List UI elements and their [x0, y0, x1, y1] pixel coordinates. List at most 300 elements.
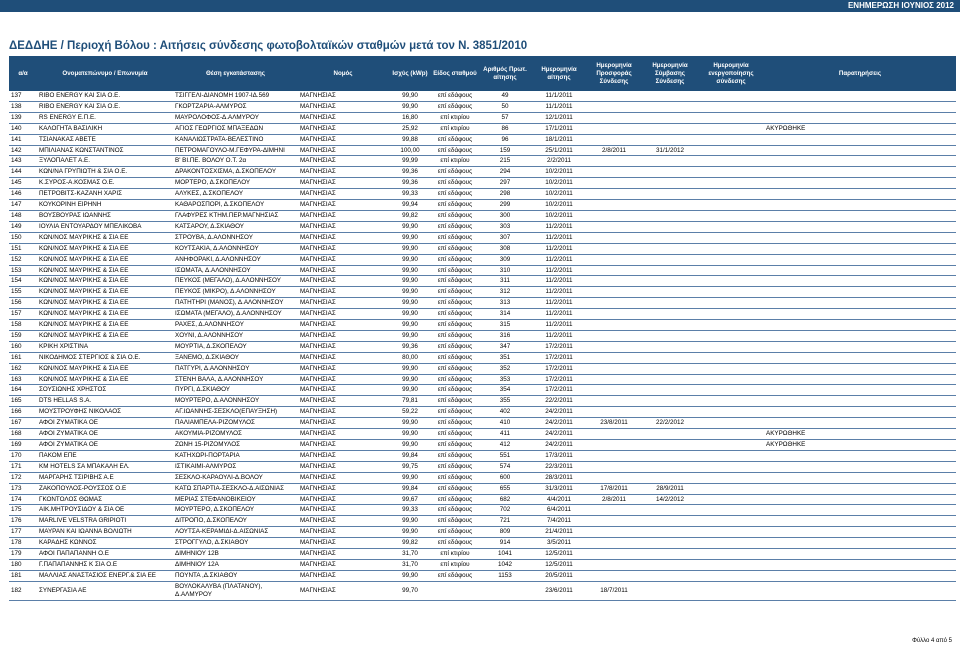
cell-protocol-number: 316	[478, 330, 532, 341]
cell-row-number: 162	[9, 363, 37, 374]
cell-activation-date	[698, 570, 764, 581]
cell-application-date: 12/1/2011	[532, 112, 586, 123]
cell-offer-date	[586, 461, 642, 472]
cell-remarks	[764, 320, 956, 331]
cell-prefecture: ΜΑΓΝΗΣΙΑΣ	[298, 450, 388, 461]
cell-prefecture: ΜΑΓΝΗΣΙΑΣ	[298, 178, 388, 189]
cell-applicant-name: ΜΑΡΓΑΡΗΣ ΤΣΙΡΙΒΗΣ Α.Ε	[37, 472, 173, 483]
cell-application-date: 10/2/2011	[532, 200, 586, 211]
table-row	[9, 189, 956, 200]
cell-power-kwp: 99,90	[388, 385, 432, 396]
cell-prefecture: ΜΑΓΝΗΣΙΑΣ	[298, 210, 388, 221]
cell-station-type: επί εδάφους	[432, 91, 478, 101]
cell-installation-location: ΙΣΩΜΑΤΑ (ΜΕΓΑΛΟ), Δ.ΑΛΟΝΝΗΣΟΥ	[173, 309, 298, 320]
cell-remarks	[764, 287, 956, 298]
cell-station-type: επί εδάφους	[432, 396, 478, 407]
cell-remarks	[764, 352, 956, 363]
cell-protocol-number: 1041	[478, 549, 532, 560]
cell-power-kwp: 99,90	[388, 221, 432, 232]
cell-station-type: επί εδάφους	[432, 320, 478, 331]
cell-station-type: επί εδάφους	[432, 429, 478, 440]
cell-contract-date: 31/1/2012	[642, 145, 698, 156]
table-row	[9, 101, 956, 112]
cell-offer-date	[586, 101, 642, 112]
cell-row-number: 172	[9, 472, 37, 483]
cell-protocol-number: 50	[478, 101, 532, 112]
cell-protocol-number: 551	[478, 450, 532, 461]
cell-offer-date	[586, 396, 642, 407]
cell-prefecture: ΜΑΓΝΗΣΙΑΣ	[298, 167, 388, 178]
cell-offer-date: 17/8/2011	[586, 483, 642, 494]
cell-installation-location: ΔΡΑΚΟΝΤΟΣΧΙΣΜΑ, Δ.ΣΚΟΠΕΛΟΥ	[173, 167, 298, 178]
cell-application-date: 17/2/2011	[532, 352, 586, 363]
cell-station-type: επί εδάφους	[432, 101, 478, 112]
cell-station-type: επί εδάφους	[432, 167, 478, 178]
cell-offer-date	[586, 167, 642, 178]
cell-row-number: 161	[9, 352, 37, 363]
cell-installation-location: ΠΕΤΡΟΜΑΓΟΥΛΟ-Μ.ΓΕΦΥΡΑ-ΔΙΜΗΝΙ	[173, 145, 298, 156]
cell-application-date: 11/2/2011	[532, 309, 586, 320]
table-row	[9, 472, 956, 483]
cell-activation-date	[698, 232, 764, 243]
cell-applicant-name: ΠΑΚΟΜ ΕΠΕ	[37, 450, 173, 461]
cell-applicant-name: ΑΦΟΙ ΖΥΜΑΤΙΚΑ ΟΕ	[37, 440, 173, 451]
table-row	[9, 385, 956, 396]
cell-applicant-name: ΓΚΟΝΤΟΛΟΣ ΘΩΜΑΣ	[37, 494, 173, 505]
cell-protocol-number: 298	[478, 189, 532, 200]
cell-installation-location: ΑΓΙΟΣ ΓΕΩΡΓΙΟΣ ΜΠΑΞΕΔΩΝ	[173, 123, 298, 134]
cell-remarks	[764, 363, 956, 374]
cell-activation-date	[698, 527, 764, 538]
cell-protocol-number: 300	[478, 210, 532, 221]
cell-offer-date	[586, 210, 642, 221]
cell-power-kwp: 99,90	[388, 374, 432, 385]
cell-offer-date	[586, 156, 642, 167]
cell-application-date: 2/2/2011	[532, 156, 586, 167]
cell-power-kwp: 99,90	[388, 570, 432, 581]
cell-offer-date	[586, 232, 642, 243]
table-row	[9, 309, 956, 320]
cell-activation-date	[698, 200, 764, 211]
table-row	[9, 167, 956, 178]
cell-activation-date	[698, 341, 764, 352]
cell-power-kwp: 16,80	[388, 112, 432, 123]
cell-applicant-name: ΖΑΚΟΠΟΥΛΟΣ-ΡΟΥΣΣΟΣ Ο.Ε	[37, 483, 173, 494]
cell-protocol-number: 309	[478, 254, 532, 265]
cell-applicant-name: Γ.ΠΑΠΑΠΑΝΝΗΣ Κ ΣΙΑ Ο.Ε	[37, 559, 173, 570]
cell-offer-date	[586, 538, 642, 549]
cell-remarks	[764, 112, 956, 123]
cell-protocol-number: 682	[478, 494, 532, 505]
cell-applicant-name: ΚΑΡΑΔΗΣ ΚΩΝΝΟΣ	[37, 538, 173, 549]
header-protocol-number: Αριθμός Πρωτ. αίτησης	[478, 56, 532, 91]
table-row	[9, 538, 956, 549]
cell-applicant-name: ΑΦΟΙ ΖΥΜΑΤΙΚΑ ΟΕ	[37, 429, 173, 440]
cell-offer-date	[586, 429, 642, 440]
cell-prefecture: ΜΑΓΝΗΣΙΑΣ	[298, 505, 388, 516]
cell-protocol-number: 159	[478, 145, 532, 156]
cell-power-kwp: 99,90	[388, 363, 432, 374]
cell-station-type: επί εδάφους	[432, 232, 478, 243]
cell-row-number: 168	[9, 429, 37, 440]
cell-activation-date	[698, 320, 764, 331]
cell-station-type: επί εδάφους	[432, 189, 478, 200]
cell-application-date: 17/2/2011	[532, 341, 586, 352]
cell-installation-location: ΔΙΤΡΟΠΟ, Δ.ΣΚΟΠΕΛΟΥ	[173, 516, 298, 527]
cell-activation-date	[698, 494, 764, 505]
cell-activation-date	[698, 407, 764, 418]
header-remarks: Παρατηρήσεις	[764, 56, 956, 91]
cell-remarks	[764, 483, 956, 494]
cell-row-number: 176	[9, 516, 37, 527]
cell-row-number: 146	[9, 189, 37, 200]
cell-installation-location: ΚΟΥΤΣΑΚΙΑ, Δ.ΑΛΟΝΝΗΣΟΥ	[173, 243, 298, 254]
cell-application-date: 24/2/2011	[532, 407, 586, 418]
cell-power-kwp: 99,70	[388, 581, 432, 600]
cell-power-kwp: 99,90	[388, 527, 432, 538]
cell-station-type: επί κτιρίου	[432, 156, 478, 167]
cell-station-type: επί εδάφους	[432, 352, 478, 363]
cell-power-kwp: 79,81	[388, 396, 432, 407]
cell-application-date: 12/5/2011	[532, 559, 586, 570]
cell-activation-date	[698, 91, 764, 101]
cell-activation-date	[698, 298, 764, 309]
cell-applicant-name: ΜΠΙΛΙΑΝΑΣ ΚΩΝΣΤΑΝΤΙΝΟΣ	[37, 145, 173, 156]
cell-installation-location: ΠΕΥΚΟΣ (ΜΙΚΡΟ), Δ.ΑΛΟΝΝΗΣΟΥ	[173, 287, 298, 298]
cell-installation-location: ΑΛΥΚΕΣ, Δ.ΣΚΟΠΕΛΟΥ	[173, 189, 298, 200]
cell-station-type: επί εδάφους	[432, 385, 478, 396]
cell-contract-date	[642, 101, 698, 112]
cell-prefecture: ΜΑΓΝΗΣΙΑΣ	[298, 549, 388, 560]
cell-power-kwp: 99,90	[388, 429, 432, 440]
table-row	[9, 527, 956, 538]
cell-power-kwp: 99,82	[388, 538, 432, 549]
cell-protocol-number: 721	[478, 516, 532, 527]
table-row	[9, 374, 956, 385]
cell-contract-date	[642, 363, 698, 374]
cell-applicant-name: ΝΙΚΟΔΗΜΟΣ ΣΤΕΡΓΙΟΣ & ΣΙΑ Ο.Ε.	[37, 352, 173, 363]
cell-installation-location: Β' ΒΙ.ΠΕ. ΒΟΛΟΥ Ο.Τ. 2α	[173, 156, 298, 167]
cell-activation-date	[698, 505, 764, 516]
cell-remarks	[764, 407, 956, 418]
cell-offer-date	[586, 254, 642, 265]
cell-application-date: 10/2/2011	[532, 178, 586, 189]
cell-applicant-name: ΑΦΟΙ ΠΑΠΑΠΑΝΝΗ Ο.Ε	[37, 549, 173, 560]
cell-protocol-number: 355	[478, 396, 532, 407]
cell-protocol-number: 96	[478, 134, 532, 145]
cell-station-type: επί κτιρίου	[432, 549, 478, 560]
cell-row-number: 177	[9, 527, 37, 538]
cell-protocol-number: 1153	[478, 570, 532, 581]
cell-row-number: 174	[9, 494, 37, 505]
cell-applicant-name: ΚΟΥΚΟΡΙΝΗ ΕΙΡΗΝΗ	[37, 200, 173, 211]
cell-offer-date: 23/8/2011	[586, 418, 642, 429]
cell-prefecture: ΜΑΓΝΗΣΙΑΣ	[298, 418, 388, 429]
cell-contract-date	[642, 210, 698, 221]
cell-offer-date	[586, 309, 642, 320]
cell-prefecture: ΜΑΓΝΗΣΙΑΣ	[298, 483, 388, 494]
cell-application-date: 22/3/2011	[532, 461, 586, 472]
table-row	[9, 112, 956, 123]
cell-remarks: ΑΚΥΡΩΘΗΚΕ	[764, 123, 956, 134]
cell-row-number: 142	[9, 145, 37, 156]
cell-application-date: 11/1/2011	[532, 91, 586, 101]
cell-applicant-name: ΙΟΥΛΙΑ ΕΝΤΟΥΑΡΔΟΥ ΜΠΕΛΙΚΟΒΑ	[37, 221, 173, 232]
cell-power-kwp: 99,90	[388, 101, 432, 112]
cell-applicant-name: ΚΩΝ/ΝΟΣ ΜΑΥΡΙΚΗΣ & ΣΙΑ ΕΕ	[37, 276, 173, 287]
cell-power-kwp: 99,94	[388, 200, 432, 211]
cell-contract-date	[642, 287, 698, 298]
cell-protocol-number: 914	[478, 538, 532, 549]
cell-prefecture: ΜΑΓΝΗΣΙΑΣ	[298, 145, 388, 156]
table-row	[9, 145, 956, 156]
cell-activation-date	[698, 450, 764, 461]
page-number: Φύλλο 4 από 5	[912, 638, 952, 644]
cell-prefecture: ΜΑΓΝΗΣΙΑΣ	[298, 429, 388, 440]
cell-installation-location: ΚΑΤΗΧΩΡΙ-ΠΟΡΤΑΡΙΑ	[173, 450, 298, 461]
cell-offer-date	[586, 363, 642, 374]
cell-row-number: 170	[9, 450, 37, 461]
cell-station-type: επί εδάφους	[432, 309, 478, 320]
cell-installation-location: ΛΟΥΤΣΑ-ΚΕΡΑΜΙΔΙ-Δ.ΑΙΣΩΝΙΑΣ	[173, 527, 298, 538]
cell-activation-date	[698, 123, 764, 134]
cell-power-kwp: 99,90	[388, 254, 432, 265]
table-row	[9, 265, 956, 276]
cell-station-type: επί εδάφους	[432, 221, 478, 232]
cell-activation-date	[698, 363, 764, 374]
cell-activation-date	[698, 472, 764, 483]
cell-installation-location: ΠΥΡΓΙ, Δ.ΣΚΙΑΘΟΥ	[173, 385, 298, 396]
table-row	[9, 134, 956, 145]
cell-row-number: 153	[9, 265, 37, 276]
cell-offer-date	[586, 320, 642, 331]
cell-remarks	[764, 494, 956, 505]
cell-prefecture: ΜΑΓΝΗΣΙΑΣ	[298, 309, 388, 320]
cell-station-type: επί κτιρίου	[432, 559, 478, 570]
cell-offer-date: 2/8/2011	[586, 494, 642, 505]
cell-activation-date	[698, 461, 764, 472]
cell-offer-date	[586, 374, 642, 385]
cell-activation-date	[698, 134, 764, 145]
cell-power-kwp: 99,90	[388, 418, 432, 429]
table-row	[9, 123, 956, 134]
cell-activation-date	[698, 243, 764, 254]
cell-protocol-number: 402	[478, 407, 532, 418]
cell-installation-location: ΠΟΥΝΤΑ ,Δ.ΣΚΙΑΘΟΥ	[173, 570, 298, 581]
cell-row-number: 165	[9, 396, 37, 407]
cell-remarks	[764, 450, 956, 461]
cell-contract-date	[642, 570, 698, 581]
cell-power-kwp: 100,00	[388, 145, 432, 156]
cell-offer-date	[586, 243, 642, 254]
cell-row-number: 147	[9, 200, 37, 211]
cell-applicant-name: RIBO ENERGY ΚΑΙ ΣΙΑ Ο.Ε.	[37, 101, 173, 112]
cell-row-number: 167	[9, 418, 37, 429]
cell-station-type: επί εδάφους	[432, 145, 478, 156]
table-row	[9, 91, 956, 101]
cell-remarks	[764, 145, 956, 156]
cell-protocol-number: 310	[478, 265, 532, 276]
cell-prefecture: ΜΑΓΝΗΣΙΑΣ	[298, 320, 388, 331]
cell-application-date: 31/3/2011	[532, 483, 586, 494]
cell-contract-date	[642, 330, 698, 341]
cell-power-kwp: 99,90	[388, 298, 432, 309]
cell-contract-date: 28/9/2011	[642, 483, 698, 494]
cell-prefecture: ΜΑΓΝΗΣΙΑΣ	[298, 112, 388, 123]
cell-protocol-number: 307	[478, 232, 532, 243]
cell-row-number: 158	[9, 320, 37, 331]
cell-power-kwp: 99,84	[388, 450, 432, 461]
cell-applicant-name: ΣΥΝΕΡΓΑΣΙΑ ΑΕ	[37, 581, 173, 600]
cell-station-type: επί εδάφους	[432, 341, 478, 352]
cell-prefecture: ΜΑΓΝΗΣΙΑΣ	[298, 461, 388, 472]
cell-prefecture: ΜΑΓΝΗΣΙΑΣ	[298, 581, 388, 600]
table-row	[9, 200, 956, 211]
cell-station-type: επί εδάφους	[432, 134, 478, 145]
cell-protocol-number	[478, 581, 532, 600]
cell-row-number: 149	[9, 221, 37, 232]
cell-installation-location: ΚΑΘΑΡΟΣΠΟΡΙ, Δ.ΣΚΟΠΕΛΟΥ	[173, 200, 298, 211]
cell-prefecture: ΜΑΓΝΗΣΙΑΣ	[298, 330, 388, 341]
cell-protocol-number: 809	[478, 527, 532, 538]
header-applicant-name: Ονοματεπώνυμο / Επωνυμία	[37, 56, 173, 91]
cell-activation-date	[698, 559, 764, 570]
cell-activation-date	[698, 418, 764, 429]
cell-application-date: 22/2/2011	[532, 396, 586, 407]
cell-remarks	[764, 91, 956, 101]
page-title: ΔΕΔΔΗΕ / Περιοχή Βόλου : Αιτήσεις σύνδεσης φωτοβολταϊκών σταθμών μετά τον Ν. 3851/2010	[9, 40, 528, 52]
cell-power-kwp: 99,90	[388, 287, 432, 298]
cell-offer-date	[586, 352, 642, 363]
cell-row-number: 139	[9, 112, 37, 123]
cell-applicant-name: ΞΥΛΟΠΑΛΕΤ Α.Ε.	[37, 156, 173, 167]
cell-row-number: 140	[9, 123, 37, 134]
cell-row-number: 137	[9, 91, 37, 101]
cell-protocol-number: 352	[478, 363, 532, 374]
cell-prefecture: ΜΑΓΝΗΣΙΑΣ	[298, 538, 388, 549]
cell-offer-date	[586, 123, 642, 134]
cell-application-date: 3/5/2011	[532, 538, 586, 549]
cell-activation-date	[698, 156, 764, 167]
cell-activation-date	[698, 374, 764, 385]
cell-contract-date	[642, 352, 698, 363]
cell-protocol-number: 315	[478, 320, 532, 331]
cell-prefecture: ΜΑΓΝΗΣΙΑΣ	[298, 189, 388, 200]
cell-prefecture: ΜΑΓΝΗΣΙΑΣ	[298, 341, 388, 352]
cell-power-kwp: 99,75	[388, 461, 432, 472]
cell-remarks	[764, 385, 956, 396]
table-row	[9, 298, 956, 309]
cell-protocol-number: 410	[478, 418, 532, 429]
cell-activation-date	[698, 385, 764, 396]
cell-installation-location: ΠΕΥΚΟΣ (ΜΕΓΑΛΟ), Δ.ΑΛΟΝΝΗΣΟΥ	[173, 276, 298, 287]
cell-power-kwp: 99,90	[388, 232, 432, 243]
cell-row-number: 144	[9, 167, 37, 178]
cell-contract-date: 14/2/2012	[642, 494, 698, 505]
cell-contract-date	[642, 309, 698, 320]
table-row	[9, 178, 956, 189]
cell-station-type: επί εδάφους	[432, 287, 478, 298]
header-application-date: Ημερομηνία αίτησης	[532, 56, 586, 91]
cell-remarks	[764, 298, 956, 309]
cell-protocol-number: 702	[478, 505, 532, 516]
cell-prefecture: ΜΑΓΝΗΣΙΑΣ	[298, 396, 388, 407]
cell-remarks	[764, 418, 956, 429]
cell-remarks	[764, 167, 956, 178]
cell-row-number: 160	[9, 341, 37, 352]
cell-station-type: επί εδάφους	[432, 363, 478, 374]
top-banner	[0, 0, 960, 12]
cell-applicant-name: KM HOTELS ΣΑ ΜΠΑΚΑΛΗ ΕΛ.	[37, 461, 173, 472]
cell-prefecture: ΜΑΓΝΗΣΙΑΣ	[298, 298, 388, 309]
cell-applicant-name: ΚΩΝ/ΝΟΣ ΜΑΥΡΙΚΗΣ & ΣΙΑ ΕΕ	[37, 265, 173, 276]
cell-contract-date	[642, 156, 698, 167]
cell-remarks	[764, 276, 956, 287]
cell-contract-date	[642, 123, 698, 134]
cell-applicant-name: ΒΟΥΣΒΟΥΡΑΣ ΙΩΑΝΝΗΣ	[37, 210, 173, 221]
table-row	[9, 287, 956, 298]
cell-application-date: 10/2/2011	[532, 189, 586, 200]
cell-remarks	[764, 581, 956, 600]
cell-activation-date	[698, 581, 764, 600]
cell-station-type: επί εδάφους	[432, 483, 478, 494]
cell-row-number: 169	[9, 440, 37, 451]
cell-installation-location: ΜΟΥΡΤΕΡΟ, Δ.ΣΚΟΠΕΛΟΥ	[173, 505, 298, 516]
cell-remarks	[764, 232, 956, 243]
cell-installation-location: ΚΑΝΑΛΙΩΣΤΡΑΤΑ-ΒΕΛΕΣΤΙΝΟ	[173, 134, 298, 145]
cell-applicant-name: ΜΟΥΣΤΡΟΥΦΗΣ ΝΙΚΟΛΑΟΣ	[37, 407, 173, 418]
table-row	[9, 494, 956, 505]
cell-contract-date	[642, 232, 698, 243]
cell-power-kwp: 99,90	[388, 91, 432, 101]
cell-application-date: 11/2/2011	[532, 298, 586, 309]
cell-row-number: 171	[9, 461, 37, 472]
cell-row-number: 145	[9, 178, 37, 189]
cell-installation-location: ΜΟΥΡΤΙΑ, Δ.ΣΚΟΠΕΛΟΥ	[173, 341, 298, 352]
cell-application-date: 11/2/2011	[532, 232, 586, 243]
cell-application-date: 20/5/2011	[532, 570, 586, 581]
cell-protocol-number: 303	[478, 221, 532, 232]
cell-installation-location: ΣΤΡΟΓΓΥΛΟ, Δ.ΣΚΙΑΘΟΥ	[173, 538, 298, 549]
cell-activation-date	[698, 549, 764, 560]
cell-activation-date	[698, 221, 764, 232]
cell-remarks	[764, 527, 956, 538]
cell-offer-date	[586, 341, 642, 352]
cell-offer-date	[586, 265, 642, 276]
table-row	[9, 461, 956, 472]
table-row	[9, 396, 956, 407]
cell-installation-location: ΜΕΡΙΑΣ ΣΤΕΦΑΝΟΒΙΚΕΙΟΥ	[173, 494, 298, 505]
cell-contract-date	[642, 374, 698, 385]
cell-activation-date	[698, 396, 764, 407]
cell-remarks	[764, 101, 956, 112]
cell-activation-date	[698, 309, 764, 320]
cell-remarks	[764, 210, 956, 221]
cell-contract-date	[642, 112, 698, 123]
cell-row-number: 173	[9, 483, 37, 494]
cell-applicant-name: ΚΩΝ/ΝΟΣ ΜΑΥΡΙΚΗΣ & ΣΙΑ ΕΕ	[37, 287, 173, 298]
cell-row-number: 143	[9, 156, 37, 167]
cell-applicant-name: ΚΩΝ/ΝΑ ΓΡΥΠΙΩΤΗ & ΣΙΑ Ο.Ε.	[37, 167, 173, 178]
table-row	[9, 221, 956, 232]
cell-prefecture: ΜΑΓΝΗΣΙΑΣ	[298, 123, 388, 134]
cell-remarks: ΑΚΥΡΩΘΗΚΕ	[764, 429, 956, 440]
table-row	[9, 276, 956, 287]
cell-protocol-number: 312	[478, 287, 532, 298]
cell-prefecture: ΜΑΓΝΗΣΙΑΣ	[298, 134, 388, 145]
cell-power-kwp: 99,90	[388, 309, 432, 320]
cell-applicant-name: ΑΦΟΙ ΖΥΜΑΤΙΚΑ ΟΕ	[37, 418, 173, 429]
